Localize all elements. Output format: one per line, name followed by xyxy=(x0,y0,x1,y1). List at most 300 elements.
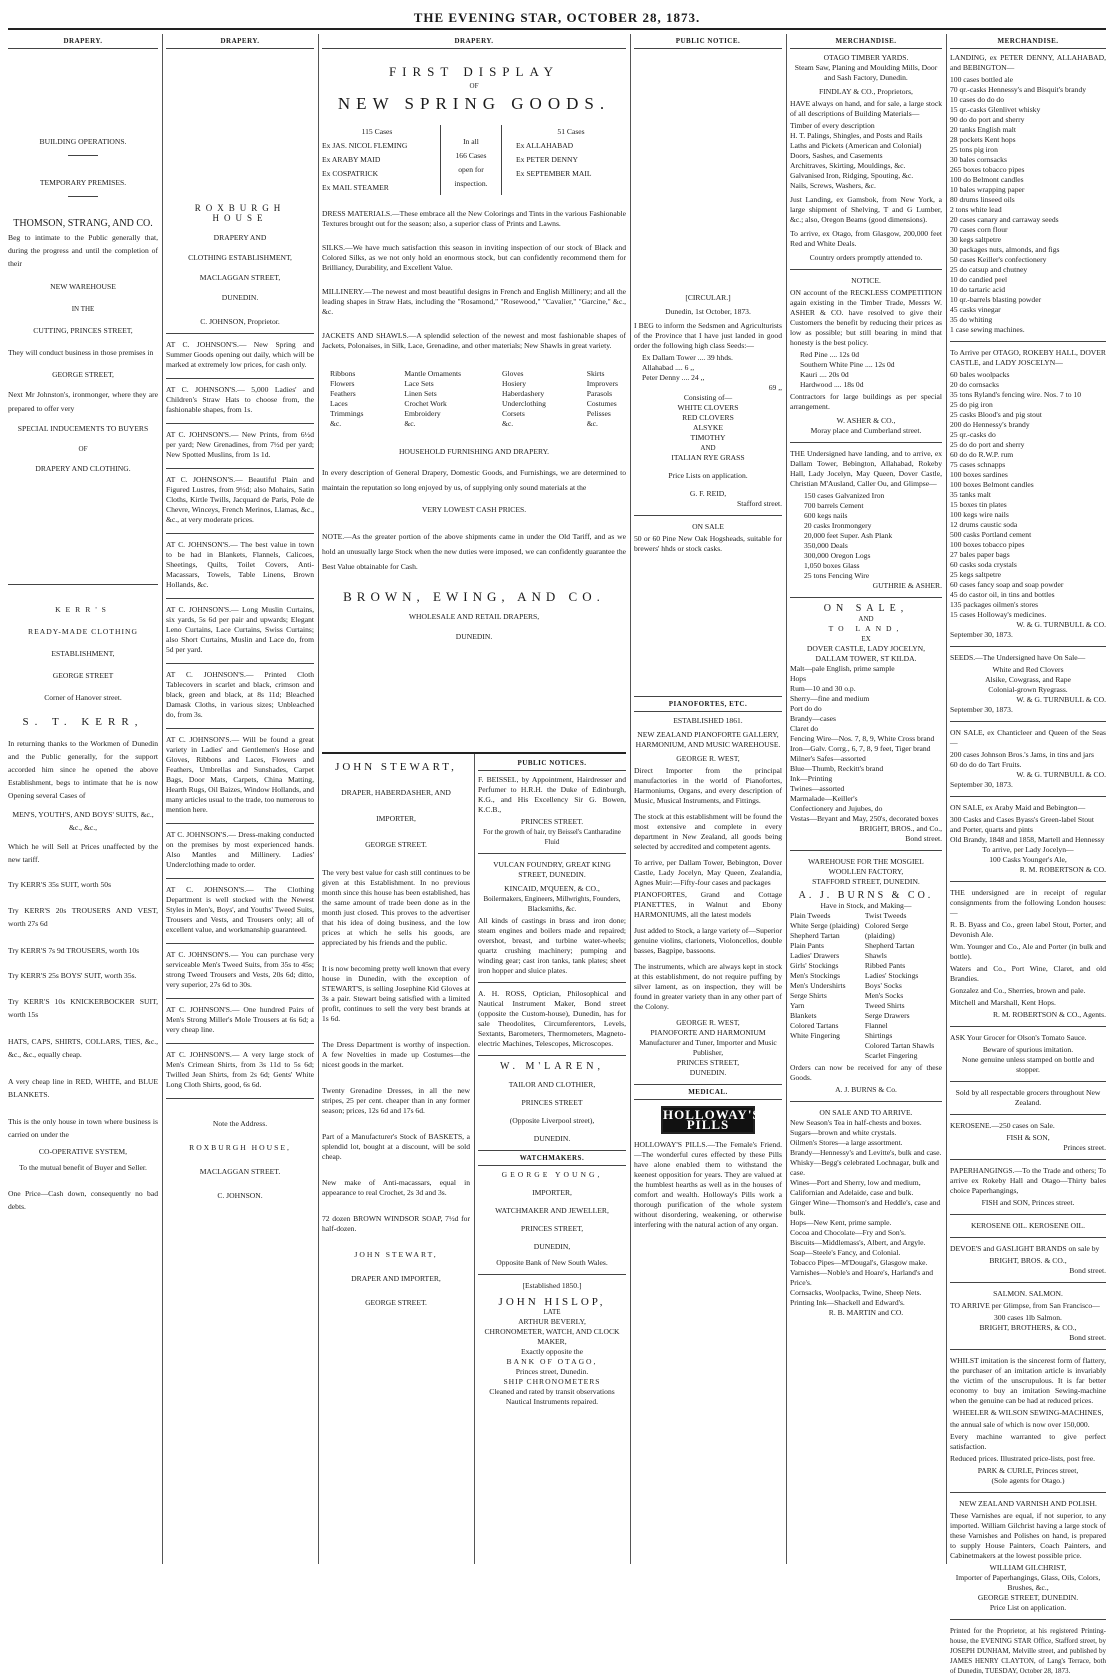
ad-heading: KEROSENE OIL. KEROSENE OIL. xyxy=(970,1221,1086,1230)
firm-name: W. M'LAREN, xyxy=(499,1061,605,1072)
holloways-pills-logo: HOLLOWAY'S PILLS xyxy=(663,1107,761,1132)
ad-body: The stock at this establishment will be found the most extensive and complete in every department in New Zealand, all goods being selected by accredited and competent agents. xyxy=(634,812,782,851)
list-item: 25 tons pig iron xyxy=(950,145,998,154)
ad-line: DRAPERY AND xyxy=(213,233,267,242)
ad-line: Moray place and Cumberland street. xyxy=(810,426,922,435)
ad-line: open for xyxy=(458,165,484,174)
ad-line: Dunedin, 1st October, 1873. xyxy=(665,307,751,316)
ad-line: Bond street. xyxy=(905,834,942,843)
ad-body: 50 or 60 Pine New Oak Hogsheads, suitable for brewers' hhds or stock casks. xyxy=(634,534,782,553)
ad-body: Beg to intimate to the Public generally that, during the progress and until the completion of their xyxy=(8,233,158,268)
ad-line: HATS, CAPS, SHIRTS, COLLARS, TIES, &c., &c., &c., equally cheap. xyxy=(8,1037,158,1059)
ad-body: Twenty Grenadine Dresses, in all the new stripes, 25 per cent. cheaper than in any former season; prices, 12s 6d and 17s 6d. xyxy=(322,1086,470,1115)
list-item: 15 boxes tin plates xyxy=(950,500,1007,509)
list-item: 25 casks Blood's and pig stout xyxy=(950,410,1042,419)
ad-body: The instruments, which are always kept in stock at this establishment, do not require puffing by silver lament, as on inspection, they will be found in greater variety than in any other part of the Colony. xyxy=(634,962,782,1011)
column-header: WATCHMAKERS. xyxy=(478,1150,626,1166)
ad-body: Just Landing, ex Gamsbok, from New York, a large shipment of Shelving, T and G Lumber, &c.; also, Oregon Beams (good dimensions). xyxy=(790,195,942,224)
ad-line: Steam Saw, Planing and Moulding Mills, Door and Sash Factory, Dunedin. xyxy=(794,63,938,82)
price-line: Kauri .... 20s 0d xyxy=(800,370,849,379)
column-divider xyxy=(474,752,475,1564)
ad-line: DUNEDIN. xyxy=(533,1134,571,1143)
section-rule xyxy=(322,752,626,754)
ad-line: DUNEDIN, xyxy=(533,1242,571,1251)
ad-body: LANDING, ex PETER DENNY, ALLAHABAD, and BEBINGTON— xyxy=(950,53,1106,72)
ad-line: DUNEDIN. xyxy=(455,632,493,641)
ad-line: Ex JAS. NICOL FLEMING xyxy=(322,141,408,150)
ad-body: In every description of General Drapery, Domestic Goods, and Furnishings, we are determined to maintain the reputation so long enjoyed by us, of supplying only sound materials at the xyxy=(322,468,626,492)
ad-body: HOLLOWAY'S PILLS.—The Female's Friend.—The wonderful cures effected by these Pills have alone enabled them to withstand the keenest opposition for years. They are valued at the humblest hearths as well as in the houses of comfort and wealth. Holloway's Pills work a thorough purification of the whole system without disordering, weakening, or otherwise interfering with the natural action of any organ. xyxy=(634,1140,782,1229)
firm-name: KINCAID, M'QUEEN, & CO., xyxy=(504,884,600,893)
ad-body: WHILST imitation is the sincerest form of flattery, the purchaser of an imitation article is invariably the victim of the unscrupulous. It is far better economy to buy an imitation Sewing-machine when the genuine can be had at reduced prices. xyxy=(950,1356,1106,1405)
list-item: 45 do castor oil, in tins and bottles xyxy=(950,590,1055,599)
firm-name: FISH & SON, xyxy=(1006,1133,1050,1142)
column-merchandise-2: MERCHANDISE. LANDING, ex PETER DENNY, ALLAHABAD, and BEBINGTON— 100 cases bottled ale 70 qr.-casks Hennessy's and Bisquit's brandy 10 cases do do do 15 qr.-casks Glenlivet whisky 90 do do port and sherry 20 tanks English malt 28 pockets Kent hops 25 tons pig iron 30 bales cornsacks 265 boxes tobacco pipes 100 do Belmont candles 10 bales wrapping paper 80 drums linseed oils 2 tons white lead 20 cases canary and carraway seeds 70 cases corn flour 30 kegs saltpetre 30 packages nuts, almonds, and figs 50 cases Keiller's confectionery 25 do catsup and chutney 10 do candied peel 10 do tartaric acid 10 qr.-barrels blasting powder 45 casks vinegar 35 do whiting 1 case sewing machines. To Arrive per OTAGO, ROKEBY HALL, DOVER CASTLE, and LADY JOSCELYN— 60 bales woolpacks 20 do cornsacks 35 tons Ryland's fencing wire. Nos. 7 to 10 25 do pig iron 25 casks Blood's and pig stout 200 do Hennessy's brandy 25 qr.-casks do 25 do do port and sherry 60 do do R.W.P. rum 75 cases schnapps 100 boxes sardines 100 boxes Belmont candles 35 tanks malt 15 boxes tin plates 100 kegs wire nails 12 drums caustic soda 500 casks Portland cement 100 boxes tobacco pipes 27 bales paper bags 60 casks soda crystals 25 kegs saltpetre 60 cases fancy soap and soap powder 45 do castor oil, in tins and bottles 135 packages oilmen's stores 15 cases Holloway's medicines. W. & G. TURNBULL & CO. September 30, 1873. SEEDS.—The Undersigned have On Sale— White and Red Clovers Alsike, Cowgrass, and Rape Colonial-grown Ryegrass. W. & G. TURNBULL & CO. September 30, 1873. ON SALE, ex Chanticleer and Queen of the Seas— 200 cases Johnson Bros.'s Jams, in tins and jars 60 do do do Tart Fruits. W. & G. TURNBULL & CO. September 30, 1873. ON SALE, ex Araby Maid and Bebington— 300 Casks and Cases Byass's Green-label Stout and Porter, quarts and pints Old Brandy, 1848 and 1858, Martell and Hennessy To arrive, per Lady Jocelyn— 100 Casks Younger's Ale, R. M. ROBERTSON & CO. THE undersigned are in receipt of regular consignments from the following London houses:— R. B. Byass and Co., green label Stout, Porter, and Devonish Ale. Wm. Younger and Co., Ale and Porter (in bulk and bottle). Waters and Co., Port Wine, Claret, and old Brandies. Gonzalez and Co., Sherries, brown and pale. Mitchell and Marshall, Kent Hops. R. M. ROBERTSON & CO., Agents. ASK Your Grocer for Olson's Tomato Sauce. Beware of spurious imitation. None genuine unless stamped on bottle and stopper. Sold by all respectable grocers throughout New Zealand. KEROSENE.—250 cases on Sale. FISH & SON, Princes street. PAPERHANGINGS.—To the Trade and others; To arrive ex Rokeby Hall and Otago—Thirty bales choice Paperhangings, FISH and SON, Princes street. KEROSENE OIL. KEROSENE OIL. DEVOE'S and GASLIGHT BRANDS on sale by BRIGHT, BROS. & CO., Bond street. SALMON. SALMON. TO ARRIVE per Glimpse, from San Francisco— 300 cases 1lb Salmon. BRIGHT, BROTHERS, & CO., Bond street. WHILST imitation is the sincerest form of flattery, the purchaser of an imitation article is invariably the victim of the unscrupulous. It is far better economy to buy an imitation Sewing-machine when the genuine can be had at reduced prices. WHEELER & WILSON SEWING-MACHINES, the annual sale of which is now over 150,000. Every machine warranted to give perfect satisfaction. Reduced prices. Illustrated price-lists, post free. PARK & CURLE, Princes street, (Sole agents for Otago.) NEW ZEALAND VARNISH AND POLISH. These Varnishes are equal, if not superior, to any imported. William Gilchrist having a large stock of these Varnishes and Polishes on hand, is prepared to supply House Painters, Coach Painters, and Cabinetmakers at the lowest possible price. WILLIAM GILCHRIST, Importer of Paperhangings, Glass, Oils, Colors, Brushes, &c., GEORGE STREET, DUNEDIN. Price List on application. Printed for the Proprietor, at his registered Printing-house, the EVENING STAR Office, Stafford street, by JOSEPH DUNHAM, Melville street, and published by JAMES HENRY CLAYTON, of Lang's Terrace, both of Dunedin, TUESDAY, October 28, 1873. xyxy=(950,34,1106,1564)
list-item: 27 bales paper bags xyxy=(950,550,1010,559)
list-item: 15 qr.-casks Glenlivet whisky xyxy=(950,105,1041,114)
firm-name: W. ASHER & CO., xyxy=(836,416,896,425)
ad-body: To arrive, ex Otago, from Glasgow, 200,000 feet Red and White Deals. xyxy=(790,229,942,248)
ad-body: 72 dozen BROWN WINDSOR SOAP, 7½d for half-dozen. xyxy=(322,1214,470,1233)
firm-name: R. B. MARTIN and CO. xyxy=(828,1308,904,1317)
ad-line: inspection. xyxy=(454,179,488,188)
ad-body: Just added to Stock, a large variety of—Superior genuine violins, clarionets, Violoncellos, double basses, Bagpipe, bassoons. xyxy=(634,926,782,955)
ad-line: Boilermakers, Engineers, Millwrights, Founders, Blacksmiths, &c. xyxy=(483,895,621,913)
firm-name: R. M. ROBERTSON & CO. xyxy=(1019,865,1106,874)
column-public-notice xyxy=(634,34,782,1564)
ad-line: ALSYKE xyxy=(693,423,723,432)
ad-body: These Varnishes are equal, if not superior, to any imported. William Gilchrist having a large stock of these Varnishes and Polishes on hand, is prepared to supply House Painters, Coach Painters, and Cabinetmakers at the lowest possible price. xyxy=(950,1511,1106,1560)
ad-line: Try KERR'S 7s 9d TROUSERS, worth 10s xyxy=(8,946,140,955)
list-item: 20 tanks English malt xyxy=(950,125,1017,134)
list-item: 265 boxes tobacco pipes xyxy=(950,165,1025,174)
firm-name: S. T. KERR, xyxy=(22,716,144,728)
ad-line: SHIP CHRONOMETERS xyxy=(503,1377,601,1386)
ad-line: ESTABLISHMENT, xyxy=(51,649,115,658)
ad-line: Ex Dallam Tower .... 39 hhds. xyxy=(642,353,733,362)
ad-body: F. BEISSEL, by Appointment, Hairdresser and Perfumer to H.R.H. the Duke of Edinburgh, K.G., and His Excellency Sir G. Bowen, K.C.B., xyxy=(478,775,626,814)
johnson-ad: AT C. JOHNSON'S.— The best value in town to be had in Blankets, Flannels, Calicoes, Sheetings, Quilts, Toilet Covers, Anti-Macassars, Towels, Table Linens, Brown Hollands, &c. xyxy=(166,540,314,589)
ad-heading: OTAGO TIMBER YARDS. xyxy=(823,53,909,62)
firm-name: W. & G. TURNBULL & CO. xyxy=(1016,770,1106,779)
list-item: 50 cases Keiller's confectionery xyxy=(950,255,1047,264)
ad-heading: NEW ZEALAND PIANOFORTE GALLERY, HARMONIUM, AND MUSIC WAREHOUSE. xyxy=(635,730,781,749)
list-item: 10 do tartaric acid xyxy=(950,285,1006,294)
firm-name: JOHN HISLOP, xyxy=(498,1296,606,1308)
column-divider xyxy=(786,34,787,1564)
ad-line: NEW WAREHOUSE xyxy=(50,282,116,291)
johnson-ads xyxy=(166,340,314,1099)
ad-heading: VULCAN FOUNDRY, GREAT KING STREET, DUNEDIN. xyxy=(493,860,611,879)
masthead-rule xyxy=(8,28,1106,30)
list-item: 25 do pig iron xyxy=(950,400,993,409)
ad-heading: ON SALE xyxy=(692,522,724,531)
johnson-ad: AT C. JOHNSON'S.— The Clothing Department is well stocked with the Newest Styles in Men's, Boys', and Youths' Tweed Suits, Trousers and Vests, and Trousers only; all of excellent value, and workmanship guaranteed. xyxy=(166,885,314,934)
ad-body: One Price—Cash down, consequently no bad debts. xyxy=(8,1189,158,1211)
list-item: 200 do Hennessy's brandy xyxy=(950,420,1030,429)
column-divider xyxy=(318,34,319,1564)
ad-line: Cleaned and rated by transit observations Nautical Instruments repaired. xyxy=(489,1387,615,1406)
firm-name: W. & G. TURNBULL & CO. xyxy=(1016,620,1106,629)
list-item: 45 casks vinegar xyxy=(950,305,1001,314)
list-item: 1 case sewing machines. xyxy=(950,325,1025,334)
ad-body: THE undersigned are in receipt of regular consignments from the following London houses:— xyxy=(950,888,1106,917)
list-item: 35 do whiting xyxy=(950,315,993,324)
column-header: DRAPERY. xyxy=(8,34,158,49)
list-item: 70 cases corn flour xyxy=(950,225,1008,234)
ad-body: DEVOE'S and GASLIGHT BRANDS on sale by xyxy=(950,1244,1100,1253)
ad-heading: HOUSEHOLD FURNISHING AND DRAPERY. xyxy=(398,447,550,456)
list-item: 500 casks Portland cement xyxy=(950,530,1032,539)
ad-line: Price Lists on application. xyxy=(668,471,748,480)
ad-body: The Dress Department is worthy of inspection. A few Novelties in made up Costumes—the nicest goods in the market. xyxy=(322,1040,470,1069)
ad-body: To arrive, per Dallam Tower, Bebington, Dover Castle, Lady Jocelyn, May Queen, Zealandia, Agnes Muir:—Fifty-four cases and packages xyxy=(634,858,782,887)
column-header: MERCHANDISE. xyxy=(790,34,942,49)
column-header: MEDICAL. xyxy=(634,1084,782,1100)
ad-line: GEORGE STREET, xyxy=(52,370,114,379)
column-merchandise-1: MERCHANDISE. OTAGO TIMBER YARDS. Steam Saw, Planing and Moulding Mills, Door and Sash Factory, Dunedin. FINDLAY & CO., Proprietors, HAVE always on hand, and for sale, a large stock of all descriptions of Building Materials— Timber of every description H. T. Palings, Shingles, and Posts and Rails Laths and Pickets (American and Colonial) Doors, Sashes, and Casements Architraves, Skirting, Mouldings, &c. Galvanised Iron, Ridging, Spouting, &c. Nails, Screws, Washers, &c. Just Landing, ex Gamsbok, from New York, a large shipment of Shelving, T and G Lumber, &c.; also, Oregon Beams (good dimensions). To arrive, ex Otago, from Glasgow, 200,000 feet Red and White Deals. Country orders promptly attended to. NOTICE. ON account of the RECKLESS COMPETITION again existing in the Timber Trade, Messrs W. ASHER & CO. have resolved to give their Customers the benefit by reducing their prices as low as possible; but still bearing in mind that honesty is the best policy. Red Pine .... 12s 0d Southern White Pine .... 12s 0d Kauri .... 20s 0d Hardwood .... 18s 0d Contractors for large buildings as per special arrangement. W. ASHER & CO., Moray place and Cumberland street. THE Undersigned have landing, and to arrive, ex Dallam Tower, Bebington, Allahabad, Rokeby Hall, Lady Jocelyn, May Queen, Dover Castle, Christian M'Ausland, Caller Ou, and Glimpse— 150 cases Galvanized Iron 700 barrels Cement 600 kegs nails 20 casks Ironmongery 20,000 feet Super. Ash Plank 350,000 Deals 300,000 Oregon Logs 1,050 boxes Glass 25 tons Fencing Wire GUTHRIE & ASHER. ON SALE, AND TO LAND, EX DOVER CASTLE, LADY JOCELYN, DALLAM TOWER, ST KILDA. Malt—pale English, prime sample Hops Rum—10 and 30 o.p. Sherry—fine and medium Port do do Brandy—cases Claret do Fencing Wire—Nos. 7, 8, 9, White Cross brand Iron—Galv. Corrg., 6, 7, 8, 9 feet, Tiger brand Milner's Safes—assorted Blue—Thumb, Reckitt's brand Ink—Printing Twines—assorted Marmalade—Keiller's Confectionery and Jujubes, do Vestas—Bryant and May, 250's, decorated boxes BRIGHT, BROS., and Co., Bond street. WAREHOUSE FOR THE MOSGIEL WOOLLEN FACTORY, STAFFORD STREET, DUNEDIN. A. J. BURNS & CO. Have in Stock, and Making— Plain Tweeds White Serge (plaiding) Shepherd Tartan Plain Pants Ladies' Drawers Girls' Stockings Men's Stockings Men's Undershirts Serge Shirts Yarn Blankets Colored Tartans White Fingering Twist Tweeds Colored Serge (plaiding) Shepherd Tartan Shawls Ribbed Pants Ladies' Stockings Boys' Socks Men's Socks Tweed Shirts Serge Drawers Flannel Shirtings Colored Tartan Shawls Scarlet Fingering Orders can now be received for any of these Goods. A. J. BURNS & Co. ON SALE AND TO ARRIVE. New Season's Tea in half-chests and boxes. Sugars—brown and white crystals. Oilmen's Stores—a large assortment. Brandy—Hennessy's and Levitte's, bulk and case. Whisky—Begg's celebrated Lochnagar, bulk and case. Wines—Port and Sherry, low and medium, Californian and Adelaide, case and bulk. Ginger Wine—Thomson's and Heddle's, case and bulk. Hops—New Kent, prime sample. Cocoa and Chocolate—Fry and Son's. Biscuits—Middlemass's, Albert, and Argyle. Soap—Steele's Fancy, and Colonial. Tobacco Pipes—M'Dougal's, Glasgow make. Varnishes—Noble's and Hoare's, Harland's and Price's. Cornsacks, Woolpacks, Twine, Sheep Nets. Printing Ink—Shackell and Edward's. R. B. MARTIN and CO. xyxy=(790,34,942,1564)
list-item: 60 do do R.W.P. rum xyxy=(950,450,1014,459)
ad-heading: KERR'S xyxy=(55,605,111,614)
ad-line: C. JOHNSON, Proprietor. xyxy=(200,317,280,326)
list-item: 100 do Belmont candles xyxy=(950,175,1024,184)
list-item: 35 tons Ryland's fencing wire. Nos. 7 to 10 xyxy=(950,390,1081,399)
ad-line: Corner of Hanover street. xyxy=(44,693,122,702)
ad-line: TIMOTHY xyxy=(690,433,726,442)
ad-line: C. JOHNSON. xyxy=(217,1191,263,1200)
ad-line: PRINCES STREET. xyxy=(520,817,584,826)
ad-body: JACKETS AND SHAWLS.—A splendid selection of the newest and most fashionable shapes of Jackets, Polonaises, in Silk, Lace, Grenadine, and other materials; New Shawls in great variety. xyxy=(322,331,626,350)
ad-line: (Opposite Liverpool street), xyxy=(509,1116,595,1125)
firm-name: GEORGE YOUNG, xyxy=(501,1170,603,1179)
ad-line: GEORGE STREET. xyxy=(365,1298,427,1307)
list-item: 2 tons white lead xyxy=(950,205,1002,214)
johnson-ad: AT C. JOHNSON'S.— One hundred Pairs of Men's Strong Miller's Mole Trousers at 6s 6d; a very cheap line. xyxy=(166,1005,314,1034)
ad-line: TAILOR AND CLOTHIER, xyxy=(508,1080,596,1089)
ad-line: Have in Stock, and Making— xyxy=(820,901,912,910)
list-item: 100 cases bottled ale xyxy=(950,75,1014,84)
shipment-table xyxy=(322,125,626,195)
ad-line: CUTTING, PRINCES STREET, xyxy=(33,326,133,335)
ad-heading: READY-MADE CLOTHING xyxy=(28,627,138,636)
johnson-ad: AT C. JOHNSON'S.— New Spring and Summer Goods opening out daily, which will be marked at extremely low prices, for cash only. xyxy=(166,340,314,369)
ad-heading: ON SALE, xyxy=(823,603,909,614)
list-item: 10 bales wrapping paper xyxy=(950,185,1025,194)
ad-line: Sold by all respectable grocers throughout New Zealand. xyxy=(955,1088,1101,1107)
ad-line: Note the Address. xyxy=(212,1119,268,1128)
ad-heading: FIRST DISPLAY xyxy=(388,64,560,79)
ad-line: Peter Denny .... 24 ,, xyxy=(642,373,705,382)
list-item: 35 tanks malt xyxy=(950,490,991,499)
brown-ewing-ad xyxy=(322,34,626,749)
list-item: 30 bales cornsacks xyxy=(950,155,1007,164)
ad-body: ON account of the RECKLESS COMPETITION again existing in the Timber Trade, Messrs W. ASHER & CO. have resolved to give their Customers the benefit by reducing their prices as low as possible; but still bearing in mind that honesty is the best policy. xyxy=(790,288,942,347)
ad-line: Ex SEPTEMBER MAIL xyxy=(516,169,592,178)
ad-line: JOHN STEWART, xyxy=(354,1250,438,1259)
ad-line: Ex PETER DENNY xyxy=(516,155,579,164)
ad-line: OF xyxy=(469,82,479,90)
list-item: 20 do cornsacks xyxy=(950,380,999,389)
ad-line: LATE xyxy=(543,1308,561,1316)
list-item: 60 casks soda crystals xyxy=(950,560,1017,569)
ad-line: Exactly opposite the xyxy=(521,1347,583,1356)
ad-body: DRESS MATERIALS.—These embrace all the New Colorings and Tints in the various Fashionable Textures brought out for the season; also, a superior class of Prints and Lawns. xyxy=(322,209,626,228)
ad-line: CLOTHING ESTABLISHMENT, xyxy=(188,253,292,262)
johnson-ad: AT C. JOHNSON'S.— Dress-making conducted on the premises by most experienced hands. Also Mantles and Millinery. Ladies' Underclothing made to order. xyxy=(166,830,314,869)
firm-name: GEORGE R. WEST, xyxy=(676,754,740,763)
ad-body: KEROSENE.—250 cases on Sale. xyxy=(950,1121,1055,1130)
ad-body: MILLINERY.—The newest and most beautiful designs in French and English Millinery; and all the leading shapes in Straw Hats, including the "Rosamond," "Rosewood," "Cavalier," "Garcine," &c., &c. xyxy=(322,287,626,316)
ad-body: PAPERHANGINGS.—To the Trade and others; To arrive ex Rokeby Hall and Otago—Thirty bales choice Paperhangings, xyxy=(950,1166,1106,1195)
ad-line: DUNEDIN. xyxy=(689,1068,727,1077)
column-header: MERCHANDISE. xyxy=(950,34,1106,49)
ad-heading: NEW SPRING GOODS. xyxy=(337,94,611,113)
ad-line: ROXBURGH HOUSE, xyxy=(189,1143,291,1152)
firm-name: THOMSON, STRANG, AND CO. xyxy=(13,218,153,229)
firm-name: R. M. ROBERTSON & CO., Agents. xyxy=(992,1010,1106,1019)
ad-heading: SALMON. SALMON. xyxy=(993,1289,1063,1298)
johnson-ad: AT C. JOHNSON'S.— New Prints, from 6½d per yard; New Grenadines, from 7½d per yard; New Spotted Muslins, from 1s 1d. xyxy=(166,430,314,459)
public-notices xyxy=(478,756,626,1564)
list-item: 100 boxes sardines xyxy=(950,470,1008,479)
arrival-items xyxy=(950,370,1106,620)
ad-line: Ex ALLAHABAD xyxy=(516,141,574,150)
ad-line: ITALIAN RYE GRASS xyxy=(671,453,745,462)
ad-line: 115 Cases xyxy=(361,127,393,136)
ad-line: AND xyxy=(700,444,716,452)
column-header: PIANOFORTES, ETC. xyxy=(634,696,782,712)
ad-heading: BUILDING OPERATIONS. xyxy=(39,137,127,146)
list-item: 30 kegs saltpetre xyxy=(950,235,1002,244)
johnson-ad: AT C. JOHNSON'S.— Long Muslin Curtains, six yards, 5s 6d per pair and upwards; Elegant Leno Curtains, Lace Curtains, Swiss Curtains; also Short Curtains, Muslin and Lace do, from 5d per yard. xyxy=(166,605,314,654)
firm-name: BROWN, EWING, AND CO. xyxy=(343,589,605,604)
price-line: Southern White Pine .... 12s 0d xyxy=(800,360,895,369)
ad-body: Orders can now be received for any of these Goods. xyxy=(790,1063,942,1082)
firm-name: A. J. BURNS & Co. xyxy=(835,1085,897,1094)
ad-line: VERY LOWEST CASH PRICES. xyxy=(421,505,527,514)
ad-body: I BEG to inform the Sedsmen and Agriculturists of the Province that I have just landed in good order the following high class Seeds:— xyxy=(634,321,782,350)
list-item: 90 do do port and sherry xyxy=(950,115,1025,124)
ad-line: DRAPERY AND CLOTHING. xyxy=(35,464,131,473)
ad-line: For the growth of hair, try Beissel's Cantharadine Fluid xyxy=(483,828,621,846)
firm-name: BRIGHT, BROS. & CO., xyxy=(989,1256,1067,1265)
ad-line: WATCHMAKER AND JEWELLER, xyxy=(495,1206,609,1215)
ad-body: THE Undersigned have landing, and to arrive, ex Dallam Tower, Bebington, Allahabad, Rokeby Hall, Lady Jocelyn, May Queen, Dover Castle, Christian M'Ausland, Caller Ou, and Glimpse— xyxy=(790,449,942,488)
column-header: DRAPERY. xyxy=(322,34,626,49)
list-item: 70 qr.-casks Hennessy's and Bisquit's brandy xyxy=(950,85,1087,94)
ad-line: Consisting of— xyxy=(683,393,733,402)
ad-body: To Arrive per OTAGO, ROKEBY HALL, DOVER CASTLE, and LADY JOSCELYN— xyxy=(950,348,1106,367)
ad-line: [Established 1850.] xyxy=(522,1281,582,1290)
ad-line: DOVER CASTLE, LADY JOCELYN, DALLAM TOWER, ST KILDA. xyxy=(806,644,926,663)
ad-line: Try KERR'S 10s KNICKERBOCKER SUIT, worth 15s xyxy=(8,997,158,1019)
ad-body: New make of Anti-macassars, equal in appearance to real Crochet, 2s 3d and 3s. xyxy=(322,1178,470,1197)
list-item: 20 cases canary and carraway seeds xyxy=(950,215,1059,224)
list-item: 135 packages oilmen's stores xyxy=(950,600,1039,609)
landing-items xyxy=(950,75,1106,335)
ad-line: A very cheap line in RED, WHITE, and BLUE BLANKETS. xyxy=(8,1077,158,1099)
masthead-title: THE EVENING STAR, OCTOBER 28, 1873. xyxy=(413,10,701,25)
ad-line: WHOLESALE AND RETAIL DRAPERS, xyxy=(408,612,540,621)
ad-line: Country orders promptly attended to. xyxy=(809,253,923,262)
ad-body: ON SALE, ex Araby Maid and Bebington— xyxy=(950,803,1086,812)
price-line: Red Pine .... 12s 0d xyxy=(800,350,860,359)
ad-line: IMPORTER, xyxy=(532,1188,572,1197)
firm-name: FINDLAY & CO., Proprietors, xyxy=(819,87,913,96)
firm-name: GUTHRIE & ASHER. xyxy=(872,581,942,590)
list-item: 10 cases do do do xyxy=(950,95,1004,104)
list-item: 25 do catsup and chutney xyxy=(950,265,1028,274)
ad-body: This is the only house in town where business is carried on under the xyxy=(8,1117,158,1139)
ad-line: MACLAGGAN STREET. xyxy=(199,1167,281,1176)
ad-body: In returning thanks to the Workmen of Dunedin and the Public generally, for the support accorded him since he opened the above Establishment, begs to intimate that he is now Opening several Cases of xyxy=(8,739,158,800)
ad-body: Next Mr Johnston's, ironmonger, where they are prepared to offer very xyxy=(8,390,158,413)
ad-body: It is now becoming pretty well known that every house in Dunedin, with the exception of STEWART'S, is selling Josephine Kid Gloves at 3s a pair. Stewart being satisfied with a limited profit, continues to sell the very best brands at 1s 6d. xyxy=(322,964,470,1023)
firm-name: GEORGE R. WEST, xyxy=(676,1018,740,1027)
list-item: 25 qr.-casks do xyxy=(950,430,996,439)
john-stewart-ad xyxy=(322,756,470,1564)
ad-line: IMPORTER, xyxy=(376,814,416,823)
ad-line: To the mutual benefit of Buyer and Seller. xyxy=(19,1163,147,1172)
firm-name: ROXBURGH HOUSE xyxy=(194,203,286,223)
johnson-ad: AT C. JOHNSON'S.— Printed Cloth Tablecovers in scarlet and black, crimson and black, green and black, at 8s 11d; Bleached Damask Cloths, in various sizes; Unbleached do, from 3s. xyxy=(166,670,314,719)
firm-name: WILLIAM GILCHRIST, xyxy=(989,1563,1067,1572)
johnson-ad: AT C. JOHNSON'S.— 5,000 Ladies' and Children's Straw Hats to choose from, the fashionable shapes, from 1s. xyxy=(166,385,314,414)
firm-name: BRIGHT, BROS., and Co., xyxy=(859,824,942,833)
column-header: DRAPERY. xyxy=(166,34,314,49)
firm-name: WHEELER & WILSON SEWING-MACHINES, xyxy=(952,1408,1104,1417)
firm-name: A. J. BURNS & CO. xyxy=(798,890,934,901)
column-drapery-1 xyxy=(8,34,158,1564)
list-item: 10 qr.-barrels blasting powder xyxy=(950,295,1042,304)
ad-line: 166 Cases xyxy=(455,151,487,160)
ad-body: They will conduct business in those premises in xyxy=(8,348,154,357)
ad-line: PRINCES STREET xyxy=(521,1098,583,1107)
list-item: 10 do candied peel xyxy=(950,275,1008,284)
list-item: 100 boxes tobacco pipes xyxy=(950,540,1025,549)
list-item: 60 cases fancy soap and soap powder xyxy=(950,580,1064,589)
ad-line: DRAPER, HABERDASHER, AND xyxy=(341,788,451,797)
ad-line: PRINCES STREET, xyxy=(520,1224,584,1233)
ad-line: PRINCES STREET, xyxy=(676,1058,740,1067)
ad-line: Stafford street. xyxy=(737,499,782,508)
ad-line: In all xyxy=(463,137,479,146)
ad-heading: TO LAND, xyxy=(828,624,904,633)
column-divider xyxy=(630,34,631,1564)
imprint: Printed for the Proprietor, at his registered Printing-house, the EVENING STAR Office, Stafford street, by JOSEPH DUNHAM, Melville street, and published by JAMES HENRY CLAYTON, of Lang's Terrace, both of Dunedin, TUESDAY, October 28, 1873. xyxy=(950,1627,1106,1675)
ad-body: A. H. ROSS, Optician, Philosophical and Nautical Instrument Maker, Bond street (opposite the Custom-house), Dunedin, has for sale Theodolites, Circumferentors, Levels, Sextants, Barometers, Thermometers, Magneto-electric Machines, Telescopes, Microscopes. xyxy=(478,989,626,1048)
ad-line: Doors, Sashes, and Casements xyxy=(790,151,883,160)
ad-body: SILKS.—We have much satisfaction this season in inviting inspection of our stock of Black and Colored Silks, as we not only hold an enormous stock, but can confidently recommend them for Brilliancy, Durability, and Excellent Value. xyxy=(322,243,626,272)
ad-line: G. F. REID, xyxy=(689,489,727,498)
ad-line: CO-OPERATIVE SYSTEM, xyxy=(38,1147,128,1156)
list-item: 25 kegs saltpetre xyxy=(950,570,1002,579)
ad-line: MEN'S, YOUTH'S, AND BOYS' SUITS, &c., &c., &c., xyxy=(12,810,154,832)
ad-line: IN THE xyxy=(71,305,95,313)
list-item: 28 pockets Kent hops xyxy=(950,135,1016,144)
ad-line: WHITE CLOVERS xyxy=(677,403,739,412)
column-header: PUBLIC NOTICES. xyxy=(478,756,626,771)
ad-line: GEORGE STREET xyxy=(52,671,114,680)
ad-line: DUNEDIN. xyxy=(221,293,259,302)
ad-line: RED CLOVERS xyxy=(682,413,734,422)
ad-line: MACLAGGAN STREET, xyxy=(199,273,281,282)
ad-line: Allahabad .... 6 ,, xyxy=(642,363,695,372)
ad-line: AND xyxy=(858,615,874,623)
firm-name: JOHN STEWART, xyxy=(335,761,457,773)
ad-line: September 30, 1873. xyxy=(950,630,1013,639)
ad-heading: NOTICE. xyxy=(851,276,881,285)
ad-line: STAFFORD STREET, DUNEDIN. xyxy=(812,877,920,886)
mosgiel-goods: Plain Tweeds White Serge (plaiding) Shepherd Tartan Plain Pants Ladies' Drawers Girls' Stockings Men's Stockings Men's Undershirts Serge Shirts Yarn Blankets Colored Tartans White Fingering Twist Tweeds Colored Serge (plaiding) Shepherd Tartan Shawls Ribbed Pants Ladies' Stockings Boys' Socks Men's Socks Tweed Shirts Serge Drawers Flannel Shirtings Colored Tartan Shawls Scarlet Fingering xyxy=(790,911,935,1060)
ad-line: Try KERR'S 20s TROUSERS AND VEST, worth 27s 6d xyxy=(8,906,158,928)
ad-line: Try KERR'S 25s BOYS' SUIT, worth 35s. xyxy=(8,971,137,980)
ad-line: EX xyxy=(861,635,871,643)
list-item: 100 boxes Belmont candles xyxy=(950,480,1034,489)
ad-body: Part of a Manufacturer's Stock of BASKETS, a splendid lot, bought at a discount, will be sold cheap. xyxy=(322,1132,470,1161)
ad-line: SPECIAL INDUCEMENTS TO BUYERS xyxy=(17,424,149,433)
ad-body: ON SALE, ex Chanticleer and Queen of the Seas— xyxy=(950,728,1106,747)
ad-line: 51 Cases xyxy=(557,127,585,136)
ad-line: Princes street, Dunedin. xyxy=(515,1367,589,1376)
ad-line: OF xyxy=(78,445,88,453)
goods-list: Ribbons Flowers Feathers Laces Trimmings &c. Mantle Ornaments Lace Sets Linen Sets Crochet Work Embroidery &c. Gloves Hosiery Haberdashery Underclothing Corsets &c. Skirts Improvers Parasols Costumes Pelisses &c. xyxy=(330,369,618,428)
list-item: 30 packages nuts, almonds, and figs xyxy=(950,245,1060,254)
ad-heading: TEMPORARY PREMISES. xyxy=(39,178,127,187)
ad-line: GEORGE STREET. xyxy=(365,840,427,849)
column-drapery-2 xyxy=(166,34,314,1564)
list-item: 100 kegs wire nails xyxy=(950,510,1009,519)
ad-line: Nails, Screws, Washers, &c. xyxy=(790,181,876,190)
firm-name: W. & G. TURNBULL & CO. xyxy=(1016,695,1106,704)
johnson-ad: AT C. JOHNSON'S.— A very large stock of Men's Crimean Shirts, from 3s 11d to 5s 6d; Twilled Jean Shirts, from 2s 6d; Gents' White Long Cloth Shirts, good, 6s 6d. xyxy=(166,1050,314,1089)
ad-line: Galvanised Iron, Ridging, Spouting, &c. xyxy=(790,171,914,180)
ad-line: PIANOFORTE AND HARMONIUM Manufacturer and Tuner, Importer and Music Publisher, xyxy=(639,1028,777,1057)
ad-body: All kinds of castings in brass and iron done; steam engines and boilers made and repaired; overshot, breast, and turbine water-wheels; quartz crushing machinery; pumping and winding gear; cast iron tanks, tank plates; sheet iron hopper and sluice plates. xyxy=(478,916,626,975)
list-item: 75 cases schnapps xyxy=(950,460,1006,469)
list-item: 15 cases Holloway's medicines. xyxy=(950,610,1047,619)
list-item: 60 bales woolpacks xyxy=(950,370,1010,379)
ad-line: Ex ARABY MAID xyxy=(322,155,381,164)
ad-line: ESTABLISHED 1861. xyxy=(673,716,743,725)
ad-body: Direct Importer from the principal manufactories in the world of Pianofortes, Harmoniums, Organs, and every description of Music, Musical Instruments, and Fittings. xyxy=(634,766,782,805)
ad-heading: ON SALE AND TO ARRIVE. xyxy=(819,1108,913,1117)
list-item: 80 drums linseed oils xyxy=(950,195,1015,204)
ad-heading: WAREHOUSE FOR THE MOSGIEL WOOLLEN FACTORY, xyxy=(808,857,924,876)
ad-body: SEEDS.—The Undersigned have On Sale— xyxy=(950,653,1086,662)
johnson-ad: AT C. JOHNSON'S.— Beautiful Plain and Figured Lustres, from 9½d; also Mohairs, Satin Cloths, Kirtle Twills, Jacquard de Paris, Pole de Chevre, Winceys, French Merinos, Llamas, &c., &c., at very moderate prices. xyxy=(166,475,314,524)
ad-body: Which he will Sell at Prices unaffected by the new tariff. xyxy=(8,842,158,864)
ad-line: Laths and Pickets (American and Colonial) xyxy=(790,141,922,150)
ad-line: [CIRCULAR.] xyxy=(685,293,731,302)
ad-body: NOTE.—As the greater portion of the above shipments came in under the Old Tariff, and as we hold an unusually large Stock when the new duties were imposed, we can confidently guarantee the Best Value obtainable for Cash. xyxy=(322,532,626,571)
column-divider xyxy=(946,34,947,1564)
johnson-ad: AT C. JOHNSON'S.— Will be found a great variety in Ladies' and Gentlemen's Hose and Gloves, Ribbons and Laces, Flowers and Feathers, Umbrellas and Sunshades, Carpet Bags, Door Mats, Carpets, China Matting, Hearth Rugs, Oil Baizes, Window Hollands, and many articles usual to the trade, too numerous to mention here. xyxy=(166,735,314,814)
ad-line: BANK OF OTAGO, xyxy=(506,1357,598,1366)
ad-body: PIANOFORTES, Grand and Cottage PIANETTES, in Walnut and Ebony HARMONIUMS, all the latest models xyxy=(634,890,782,919)
ad-line: Timber of every description xyxy=(790,121,875,130)
list-item: 25 do do port and sherry xyxy=(950,440,1025,449)
ad-line: Architraves, Skirting, Mouldings, &c. xyxy=(790,161,906,170)
ad-heading: NEW ZEALAND VARNISH AND POLISH. xyxy=(959,1499,1097,1508)
firm-name: BRIGHT, BROTHERS, & CO., xyxy=(979,1323,1077,1332)
ad-body: The very best value for cash still continues to be given at this Establishment. In no previous month since this house has been established, has the same amount of trade been done as in the month just closed. This proves to the advertiser that his idea of doing business, and the low prices at which he sells his goods, are appreciated by his friends and the public. xyxy=(322,868,470,947)
ad-line: CHRONOMETER, WATCH, AND CLOCK MAKER, xyxy=(484,1327,620,1346)
ad-body: Contractors for large buildings as per special arrangement. xyxy=(790,392,942,411)
ad-line: Ex COSPATRICK xyxy=(322,169,379,178)
ad-line: Ex MAIL STEAMER xyxy=(322,183,389,192)
ad-body: ASK Your Grocer for Olson's Tomato Sauce. xyxy=(950,1033,1087,1042)
